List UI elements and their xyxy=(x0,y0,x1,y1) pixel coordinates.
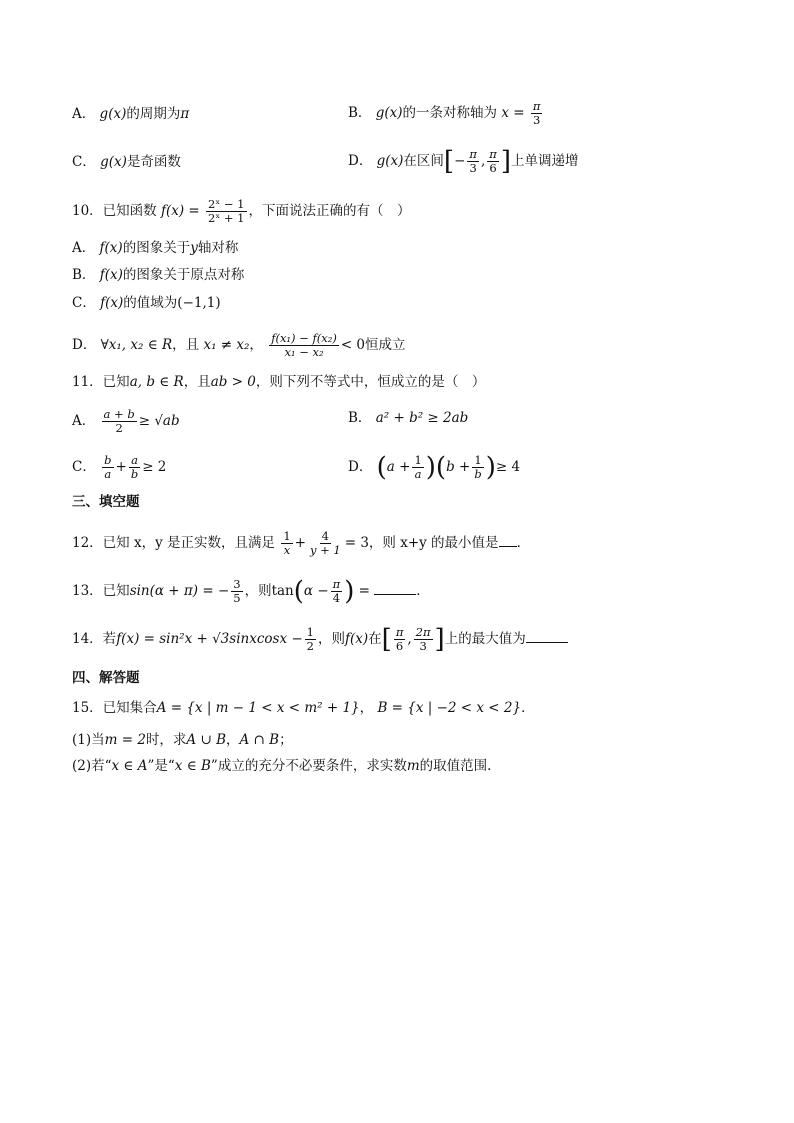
q10-option-a[interactable]: A． f(x)的图象关于y轴对称 xyxy=(72,240,239,256)
fraction: $\frac{3}{5}$ xyxy=(233,577,241,605)
fraction: $\frac{1}{a}$ xyxy=(414,453,422,481)
fraction: $\frac{\pi}{6}$ xyxy=(489,147,497,175)
fraction: $\frac{\pi}{4}$ xyxy=(332,577,341,605)
fraction: $\frac{\pi}{3}$ xyxy=(532,99,541,127)
fraction: $\frac{b}{a}$ xyxy=(104,453,112,481)
q10-stem: 10．已知函数 f(x) = $\frac{\text{2ˣ − 1}}{\text{2ˣ + 1}}$ ，下面说法正确的有（ ） xyxy=(72,197,411,225)
q11-option-a[interactable]: A． $\frac{a + b}{2}$ ≥ √ab xyxy=(72,407,180,435)
fraction: $\frac{a + b}{2}$ xyxy=(103,407,135,435)
section-4-title: 四、解答题 xyxy=(72,670,140,686)
fraction: $\frac{\text{2ˣ − 1}}{\text{2ˣ + 1}}$ xyxy=(208,197,245,225)
q12-stem: 12．已知 x，y 是正实数，且满足 $\frac{1}{x}$ + $\frac{4}{y + 1}$ = 3，则 x+y 的最小值是 ． xyxy=(72,529,531,557)
q14-stem: 14．若f(x) = sin²x + √3sinxcosx − $\frac{1}{2}$ ，则f(x)在[ $\frac{\pi}{6}$ , $\frac{2\pi}{3}$ ]上的最大值为 xyxy=(72,626,568,653)
fraction: $\frac{\pi}{6}$ xyxy=(395,625,404,653)
answer-blank[interactable] xyxy=(499,534,517,547)
section-3-title: 三、填空题 xyxy=(72,494,140,510)
fraction: $\frac{\pi}{3}$ xyxy=(469,147,477,175)
q9-option-c[interactable]: C． g(x)是奇函数 xyxy=(72,154,181,170)
q11-option-b[interactable]: B． a² + b² ≥ 2ab xyxy=(348,410,469,426)
q9-option-a[interactable]: A． g(x)的周期为π xyxy=(72,106,190,122)
fraction: $\frac{2\pi}{3}$ xyxy=(415,625,431,653)
fraction: $\frac{1}{x}$ xyxy=(283,529,291,557)
fraction: $\frac{4}{y + 1}$ xyxy=(309,529,341,557)
fraction: $\frac{1}{2}$ xyxy=(306,625,314,653)
answer-blank[interactable] xyxy=(374,582,416,595)
q9-option-b[interactable]: B． g(x)的一条对称轴为 x = $\frac{\pi}{3}$ xyxy=(348,99,541,127)
fraction: $\frac{1}{b}$ xyxy=(474,453,482,481)
q10-option-c[interactable]: C． f(x)的值域为(−1,1) xyxy=(72,295,221,311)
answer-blank[interactable] xyxy=(526,630,568,643)
q11-stem: 11．已知a, b ∈ R，且ab > 0，则下列不等式中，恒成立的是（ ） xyxy=(72,374,486,390)
q15-stem: 15．已知集合A = {x | m − 1 < x < m² + 1}， B = {x | −2 < x < 2}． xyxy=(72,700,535,716)
q13-stem: 13．已知sin(α + π) = − $\frac{3}{5}$ ，则tan(α − $\frac{\pi}{4}$ ) = ． xyxy=(72,576,430,607)
q11-option-c[interactable]: C． $\frac{b}{a}$ + $\frac{a}{b}$ ≥ 2 xyxy=(72,453,167,481)
q9-option-d[interactable]: D． g(x)在区间[− $\frac{\pi}{3}$ , $\frac{\pi}{6}$ ]上单调递增 xyxy=(348,146,579,177)
q15-part-2: (2)若“x ∈ A”是“x ∈ B”成立的充分不必要条件，求实数m的取值范围. xyxy=(72,758,492,774)
q10-option-d[interactable]: D． ∀x₁, x₂ ∈ R，且 x₁ ≠ x₂， $\frac{\text{f(x₁) − f(x₂)}}{\text{x₁ − x₂}}$ < 0恒成立 xyxy=(72,331,406,359)
fraction: $\frac{a}{b}$ xyxy=(130,453,139,481)
q10-option-b[interactable]: B． f(x)的图象关于原点对称 xyxy=(72,267,245,283)
fraction: $\frac{\text{f(x₁) − f(x₂)}}{\text{x₁ − x₂}}$ xyxy=(271,331,337,359)
q15-part-1: (1)当m = 2时，求A ∪ B，A ∩ B； xyxy=(72,732,293,748)
q11-option-d[interactable]: D． (a + $\frac{1}{a}$ )(b + $\frac{1}{b}$ )≥ 4 xyxy=(348,452,521,483)
